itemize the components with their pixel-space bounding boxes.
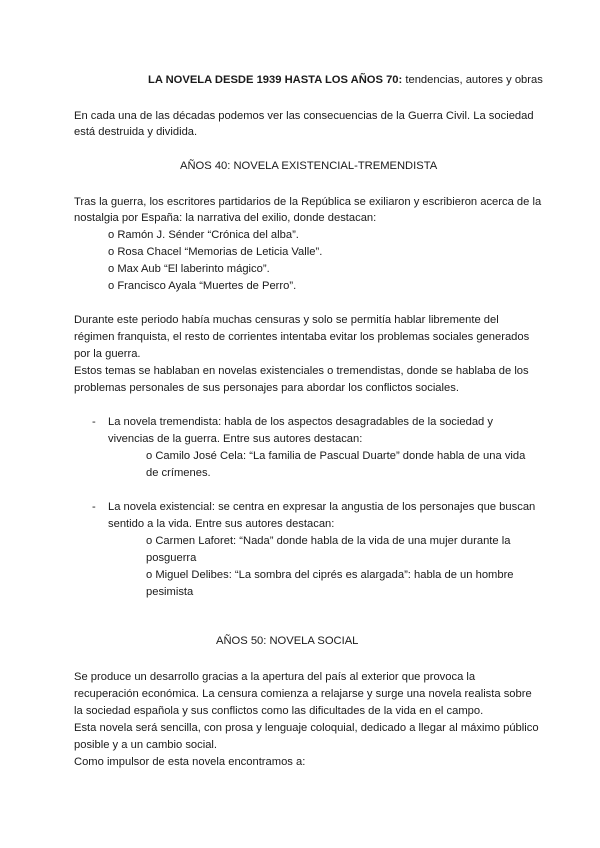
exile-author-item: o Ramón J. Sénder “Crónica del alba”. — [108, 229, 299, 241]
social-paragraph-line: la sociedad española y sus conflictos como las dificultades de la vida en el campo. — [74, 705, 484, 717]
exile-author-item: o Francisco Ayala “Muertes de Perro”. — [108, 280, 297, 292]
existencial-line: sentido a la vida. Entre sus autores destacan: — [108, 518, 335, 530]
title-bold: LA NOVELA DESDE 1939 HASTA LOS AÑOS 70: — [148, 74, 403, 86]
existencial-sub-item: o Carmen Laforet: “Nada” donde habla de la vida de una mujer durante la — [146, 535, 511, 547]
social-paragraph-line: Se produce un desarrollo gracias a la apertura del país al exterior que provoca la — [74, 671, 476, 683]
social-paragraph-line: Esta novela será sencilla, con prosa y lenguaje coloquial, dedicado a llegar al máximo público — [74, 722, 539, 734]
tremendista-line: La novela tremendista: habla de los aspectos desagradables de la sociedad y — [108, 416, 493, 428]
section-heading-40s: AÑOS 40: NOVELA EXISTENCIAL-TREMENDISTA — [180, 160, 438, 172]
exile-author-item: o Rosa Chacel “Memorias de Leticia Valle”. — [108, 246, 323, 258]
social-paragraph-line: recuperación económica. La censura comienza a relajarse y surge una novela realista sobre — [74, 688, 532, 700]
tremendista-line: vivencias de la guerra. Entre sus autores destacan: — [108, 433, 363, 445]
intro-line: En cada una de las décadas podemos ver las consecuencias de la Guerra Civil. La sociedad — [74, 110, 534, 122]
censorship-paragraph-line: problemas personales de sus personajes para abordar los conflictos sociales. — [74, 382, 459, 394]
tremendista-sub-item: de crímenes. — [146, 467, 211, 479]
censorship-paragraph-line: por la guerra. — [74, 348, 141, 360]
social-paragraph-line: posible y a un cambio social. — [74, 739, 218, 751]
existencial-sub-item: o Miguel Delibes: “La sombra del ciprés es alargada”: habla de un hombre — [146, 569, 514, 581]
censorship-paragraph-line: Durante este periodo había muchas censuras y solo se permitía hablar libremente del — [74, 314, 499, 326]
list-dash: - — [92, 501, 96, 513]
existencial-sub-item: pesimista — [146, 586, 194, 598]
list-dash: - — [92, 416, 96, 428]
censorship-paragraph-line: régimen franquista, el resto de corrientes intentaba evitar los problemas sociales generados — [74, 331, 530, 343]
section-heading-50s: AÑOS 50: NOVELA SOCIAL — [216, 635, 359, 647]
exile-author-item: o Max Aub “El laberinto mágico”. — [108, 263, 270, 275]
title-rest: tendencias, autores y obras — [402, 74, 543, 86]
existencial-sub-item: posguerra — [146, 552, 197, 564]
censorship-paragraph-line: Estos temas se hablaban en novelas existenciales o tremendistas, donde se hablaba de los — [74, 365, 529, 377]
existencial-line: La novela existencial: se centra en expresar la angustia de los personajes que buscan — [108, 501, 536, 513]
intro-line: está destruida y dividida. — [74, 126, 198, 138]
exile-paragraph-line: Tras la guerra, los escritores partidarios de la República se exiliaron y escribieron acerca de la — [74, 196, 542, 208]
exile-paragraph-line: nostalgia por España: la narrativa del exilio, donde destacan: — [74, 212, 377, 224]
tremendista-sub-item: o Camilo José Cela: “La familia de Pascual Duarte” donde habla de una vida — [146, 450, 526, 462]
document-title — [148, 72, 543, 89]
social-paragraph-line: Como impulsor de esta novela encontramos a: — [74, 756, 306, 768]
